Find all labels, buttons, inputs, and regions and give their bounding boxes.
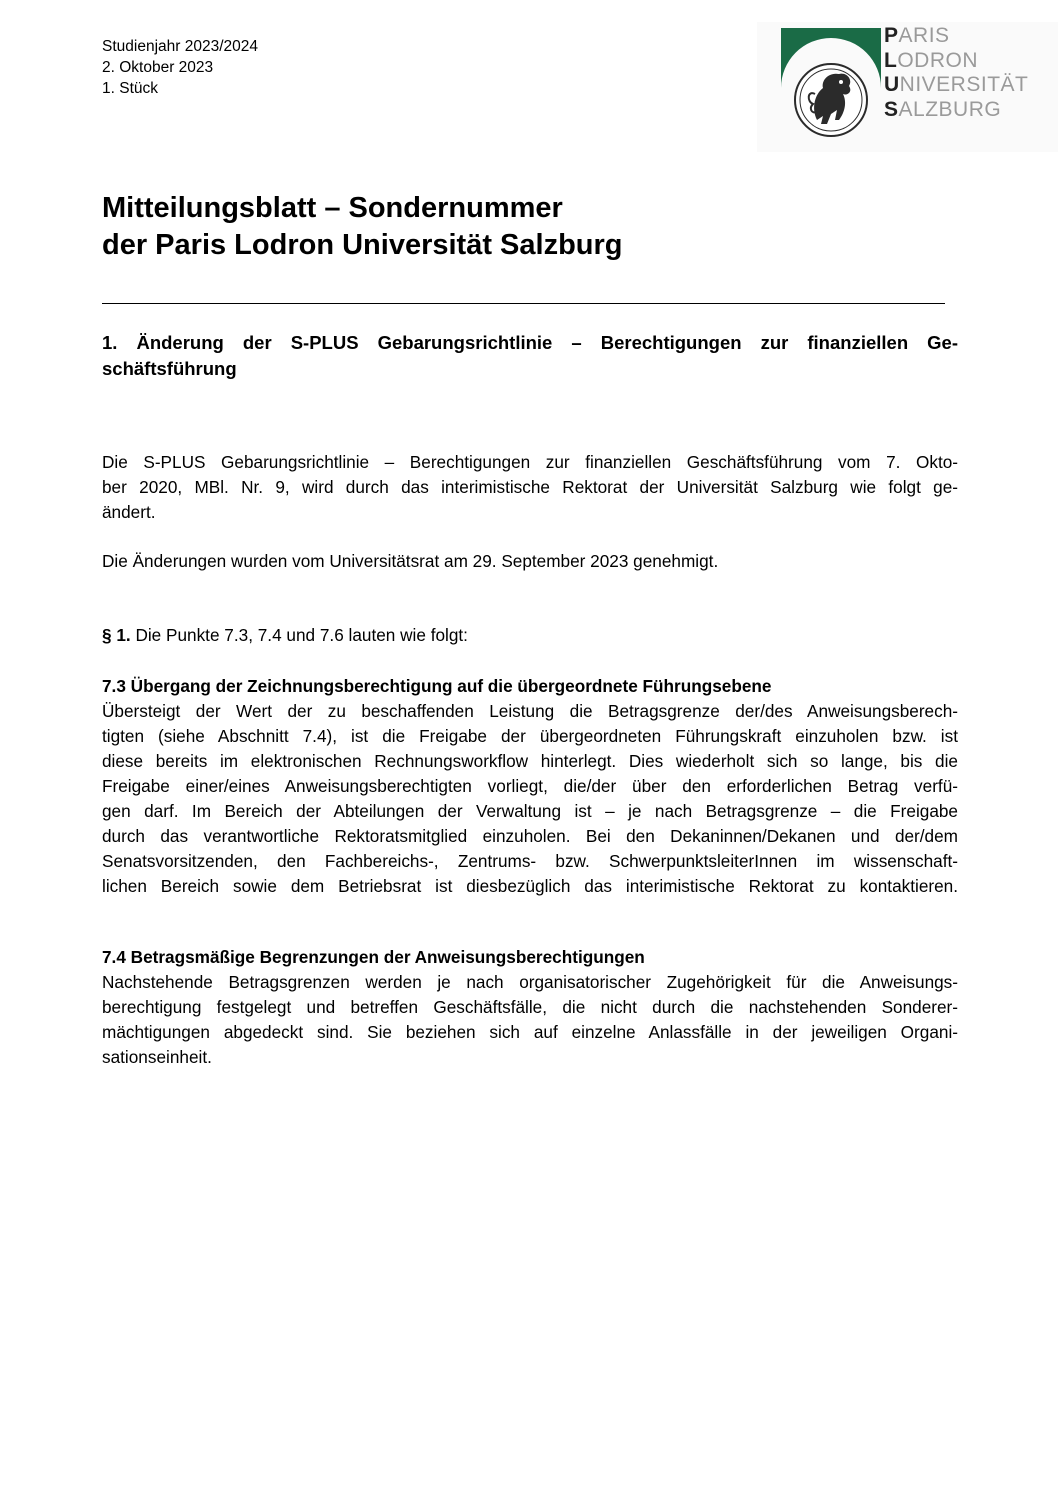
paragraph-label: § 1. xyxy=(102,625,131,645)
logo-line: PARIS xyxy=(884,24,950,47)
issue-date: 2. Oktober 2023 xyxy=(102,59,214,76)
issue-number: 1. Stück xyxy=(102,80,158,97)
intro-paragraph: Die S-PLUS Gebarungsrichtlinie – Berechtigungen zur finanziellen Geschäftsführung vom 7. Okto- ber 2020, MBl. Nr. 9, wird durch das interimistische Rektorat der Universität Salzburg wie folgt ge- ändert. xyxy=(102,452,958,522)
paragraph-1: § 1. Die Punkte 7.3, 7.4 und 7.6 lauten wie folgt: xyxy=(102,625,468,645)
lion-seal-icon xyxy=(781,28,881,138)
point-7-4: 7.4 Betragsmäßige Begrenzungen der Anweisungsberechtigungen Nachstehende Betragsgrenzen werden je nach organisatorischer Zugehörigkeit für die Anweisungs- berechtigung festgelegt und betreffen Geschäftsfälle, die nicht durch die nachstehenden Sonderer- mächtigungen abgedeckt sind. Sie beziehen sich auf einzelne Anlassfälle in der jeweiligen Organi- sationseinheit. xyxy=(102,947,958,1067)
point-7-3: 7.3 Übergang der Zeichnungsberechtigung auf die übergeordnete Führungsebene Übersteigt der Wert der zu beschaffenden Leistung die Betragsgrenze der/des Anweisungsberech- tigten (siehe Abschnitt 7.4), ist die Freigabe der übergeordneten Führungskraft einzuholen bzw. ist diese bereits im elektronischen Rechnungsworkflow hinterlegt. Dies wiederholt sich so lange, bis die Freigabe einer/eines Anweisungsberechtigten vorliegt, die/der über den erforderlichen Betrag verfü- gen darf. Im Bereich der Abteilungen der Verwaltung ist – je nach Betragsgrenze – die Freigabe durch das verantwortliche Rektoratsmitglied einzuholen. Bei den Dekaninnen/Dekanen und der/dem Senatsvorsitzenden, den Fachbereichs-, Zentrums- bzw. SchwerpunktsleiterInnen im wissenschaft- lichen Bereich sowie dem Betriebsrat ist diesbezüglich das interimistische Rektorat zu kontaktieren. xyxy=(102,676,958,896)
logo-wordmark xyxy=(884,24,1028,122)
logo-line: LODRON xyxy=(884,48,978,72)
document-title: Mitteilungsblatt – Sondernummer der Paris Lodron Universität Salzburg xyxy=(102,192,623,261)
title-divider xyxy=(102,303,945,304)
logo-line: SALZBURG xyxy=(884,97,1002,121)
approval-paragraph: Die Änderungen wurden vom Universitätsrat am 29. September 2023 genehmigt. xyxy=(102,551,719,571)
point-7-3-heading: 7.3 Übergang der Zeichnungsberechtigung auf die übergeordnete Führungsebene xyxy=(102,676,772,696)
section-heading: 1. Änderung der S-PLUS Gebarungsrichtlinie – Berechtigungen zur finanziellen Ge- schäftsführung xyxy=(102,332,958,379)
academic-year: Studienjahr 2023/2024 xyxy=(102,38,258,55)
issue-metadata xyxy=(102,36,258,99)
university-logo xyxy=(757,22,1058,152)
point-7-4-heading: 7.4 Betragsmäßige Begrenzungen der Anweisungsberechtigungen xyxy=(102,947,645,967)
logo-line: UNIVERSITÄT xyxy=(884,73,1029,96)
